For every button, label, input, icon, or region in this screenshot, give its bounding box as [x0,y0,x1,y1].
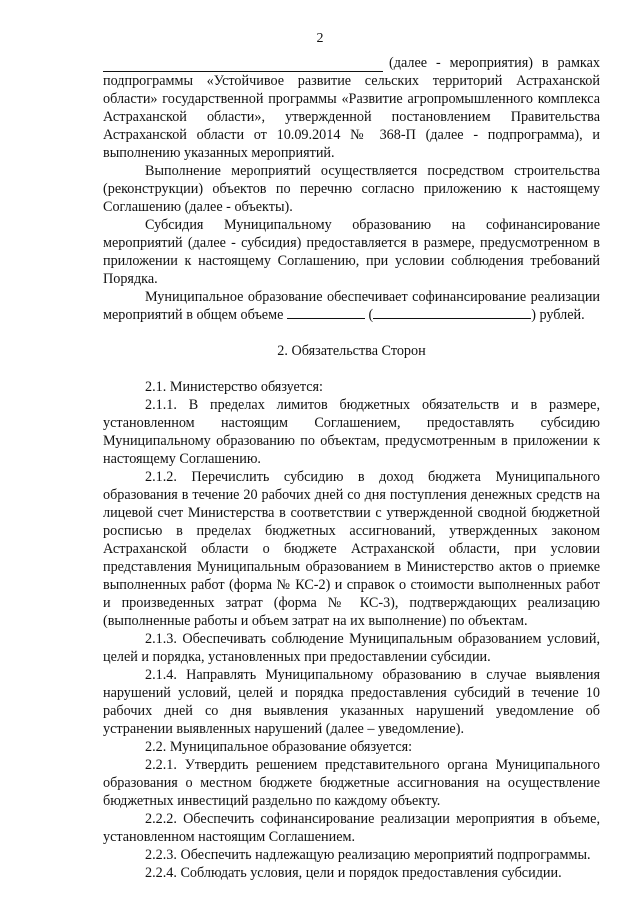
execution-paragraph: Выполнение мероприятий осуществляется посредством строительства (реконструкции) объектов по перечню согласно приложению к настоящему Соглашению (далее - объекты). [103,163,600,215]
clause-2-2-4: 2.2.4. Соблюдать условия, цели и порядок предоставления субсидии. [145,865,562,881]
intro-paragraph: подпрограммы «Устойчивое развитие сельских территорий Астраханской области» государственной программы «Развитие агропромышленного комплекса Астраханской области», утвержденной постановлением Правительства Астраханской области от 10.09.2014 № 368-П (далее - подпрограмма), и выполнению указанных мероприятий. [103,73,600,161]
document-body [103,54,600,882]
intro-first-line [103,54,600,72]
amount-blank [287,306,365,319]
clause-2-1-4: 2.1.4. Направлять Муниципальному образованию в случае выявления нарушений условий, целей и порядка предоставления субсидий в течение 10 рабочих дней со дня выявления указанных нарушений уведомление об устранении выявленных нарушений (далее – уведомление). [103,667,600,737]
clause-2-1: 2.1. Министерство обязуется: [145,379,323,395]
intro-line1-text: (далее - мероприятия) в рамках [389,55,600,71]
clause-2-1-2: 2.1.2. Перечислить субсидию в доход бюджета Муниципального образования в течение 20 рабочих дней со дня поступления денежных средств на лицевой счет Министерства в соответствии с утвержденной сводной бюджетной росписью в пределах бюджетных ассигнований, утвержденных законом Астраханской области о бюджете Астраханской области, при условии представления Муниципальным образованием в Министерство актов о приемке выполненных работ (форма № КС-2) и справок о стоимости выполненных работ и произведенных затрат (форма № КС-3), подтверждающих реализацию (выполненные работы и объем затрат на их выполнение) по объектам. [103,469,600,629]
cofinancing-paragraph [103,288,600,324]
cofinancing-paren-open: ( [368,307,374,323]
clause-2-2-3: 2.2.3. Обеспечить надлежащую реализацию мероприятий подпрограммы. [145,847,591,863]
section-heading: 2. Обязательства Сторон [277,343,426,359]
cofinancing-text: Муниципальное образование обеспечивает софинансирование реализации мероприятий в общем объеме [103,289,600,323]
amount-words-blank [373,306,531,319]
page-number: 2 [316,31,324,46]
cofinancing-tail: ) рублей. [531,307,585,323]
clause-2-2-1: 2.2.1. Утвердить решением представительного органа Муниципального образования о местном бюджете бюджетные ассигнования на осуществление бюджетных инвестиций раздельно по каждому объекту. [103,757,600,809]
fill-in-blank [103,59,383,72]
subsidy-paragraph: Субсидия Муниципальному образованию на софинансирование мероприятий (далее - субсидия) предоставляется в размере, предусмотренном в приложении к настоящему Соглашению, при условии соблюдения требований Порядка. [103,217,600,287]
clause-2-2: 2.2. Муниципальное образование обязуется: [145,739,413,755]
clause-2-2-2: 2.2.2. Обеспечить софинансирование реализации мероприятия в объеме, установленном настоящим Соглашением. [103,811,600,845]
clause-2-1-1: 2.1.1. В пределах лимитов бюджетных обязательств и в размере, установленном настоящим Соглашением, предоставлять субсидию Муниципальному образованию по объектам, предусмотренным в приложении к настоящему Соглашению. [103,397,600,467]
clause-2-1-3: 2.1.3. Обеспечивать соблюдение Муниципальным образованием условий, целей и порядка, установленных при предоставлении субсидии. [103,631,600,665]
